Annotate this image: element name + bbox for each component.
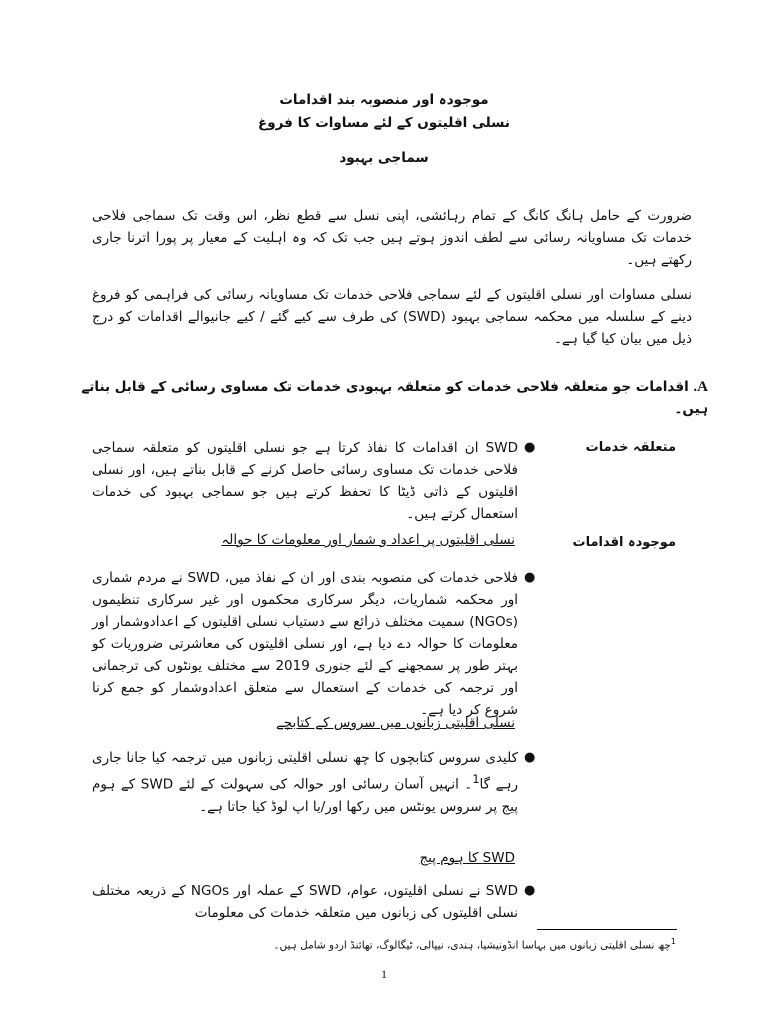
page-number: 1 bbox=[381, 967, 387, 981]
section-a-heading-text: اقدامات جو متعلقہ فلاحی خدمات کو متعلقہ بہبودی خدمات تک مساوی رسائی کے قابل بناتے ہیں۔ bbox=[81, 379, 708, 417]
bullet-marker: ● bbox=[524, 883, 536, 898]
subheading-statistics-reference: نسلی اقلیتوں پر اعداد و شمار اور معلومات کا حوالہ bbox=[221, 532, 515, 548]
bullet-service-booklets bbox=[92, 747, 518, 818]
bullet-marker: ● bbox=[524, 570, 536, 585]
footnote-text: چھ نسلی اقلیتی زبانوں میں بہاسا انڈونیشیا، ہندی، نیپالی، ٹیگالوگ، تھائنڈ اردو شامل ہیں۔ bbox=[273, 939, 671, 952]
subheading-service-booklets: نسلی اقلیتی زبانوں میں سروس کے کتابچے bbox=[275, 715, 515, 731]
bullet-marker: ● bbox=[524, 750, 536, 765]
bullet-statistics: فلاحی خدمات کی منصوبہ بندی اور ان کے نفاذ میں، SWD نے مردم شماری اور محکمہ شماریات، دیگر سرکاری محکموں اور غیر سرکاری تنظیموں (NGOs) سمیت مختلف ذرائع سے دستیاب نسلی اقلیتوں کے اعدادوشمار اور معلومات کا حوالہ دے دیا ہے، اور نسلی اقلیتوں کی معاشرتی ضروریات کو بہتر طور پر سمجھنے کے لئے جنوری 2019 سے مختلف یونٹوں کی ترجمانی اور ترجمہ کی خدمات کے استعمال سے متعلق اعدادوشمار کو جمع کرنا شروع کر دیا ہے۔ bbox=[92, 570, 519, 718]
bullet-booklets-text-2: ۔ انہیں آسان رسائی اور حوالہ کی سہولت کے لئے SWD کے ہوم پیج پر سروس یونٹس میں رکھا اور/یا اپ لوڈ کیا جاتا ہے۔ bbox=[92, 776, 518, 815]
intro-paragraph-2: نسلی مساوات اور نسلی اقلیتوں کے لئے سماجی فلاحی خدمات تک مساویانہ رسائی کی فراہمی کو فروغ دینے کے سلسلہ میں محکمہ سماجی بہبود (SWD) کی طرف سے کیے گئے / کیے جانیوالے اقدامات کو درج ذیل میں بیان کیا گیا ہے۔ bbox=[92, 287, 692, 347]
title-line-1: موجودہ اور منصوبہ بند اقدامات bbox=[279, 92, 489, 108]
footnote bbox=[273, 937, 676, 952]
bullet-marker: ● bbox=[524, 440, 536, 455]
bullet-related-services: SWD ان اقدامات کا نفاذ کرتا ہے جو نسلی اقلیتوں کو متعلقہ سماجی فلاحی خدمات تک مساوی رسائی حاصل کرنے کے قابل بناتے ہیں، اور نسلی اقلیتوں کے ذاتی ڈیٹا کا تحفظ کرتے ہیں جو سماجی بہبود کی خدمات استعمال کرتے ہیں۔ bbox=[92, 440, 518, 522]
footnote-separator bbox=[537, 929, 677, 930]
label-related-services: متعلقہ خدمات bbox=[585, 440, 676, 455]
section-title: سماجی بہبود bbox=[339, 150, 429, 166]
bullet-swd-homepage: SWD نے نسلی اقلیتوں، عوام، SWD کے عملہ اور NGOs کے ذریعہ مختلف نسلی اقلیتوں کی زبانوں میں متعلقہ خدمات کی معلومات bbox=[92, 883, 519, 921]
title-line-2: نسلی اقلیتوں کے لئے مساوات کا فروغ bbox=[258, 115, 510, 131]
subheading-swd-homepage: SWD کا ہوم پیج bbox=[419, 850, 515, 866]
section-a-heading bbox=[60, 376, 708, 420]
footnote-reference: 1 bbox=[472, 773, 480, 786]
footnote-mark: 1 bbox=[670, 937, 676, 946]
intro-paragraph-1: ضرورت کے حامل ہانگ کانگ کے تمام رہائشی، اپنی نسل سے قطع نظر، اس وقت تک سماجی فلاحی خدمات تک مساویانہ رسائی سے لطف اندوز ہوتے ہیں جب تک کہ وہ اہلیت کے معیار پر پورا اترنا جاری رکھتے ہیں۔ bbox=[92, 208, 692, 268]
bullet-booklets-text-1: کلیدی سروس کتابچوں کا چھ نسلی اقلیتی زبانوں میں ترجمہ کیا جانا جاری رہے گا bbox=[92, 750, 519, 793]
label-current-measures: موجودہ اقدامات bbox=[572, 535, 676, 550]
section-a-letter: A. bbox=[693, 379, 708, 395]
